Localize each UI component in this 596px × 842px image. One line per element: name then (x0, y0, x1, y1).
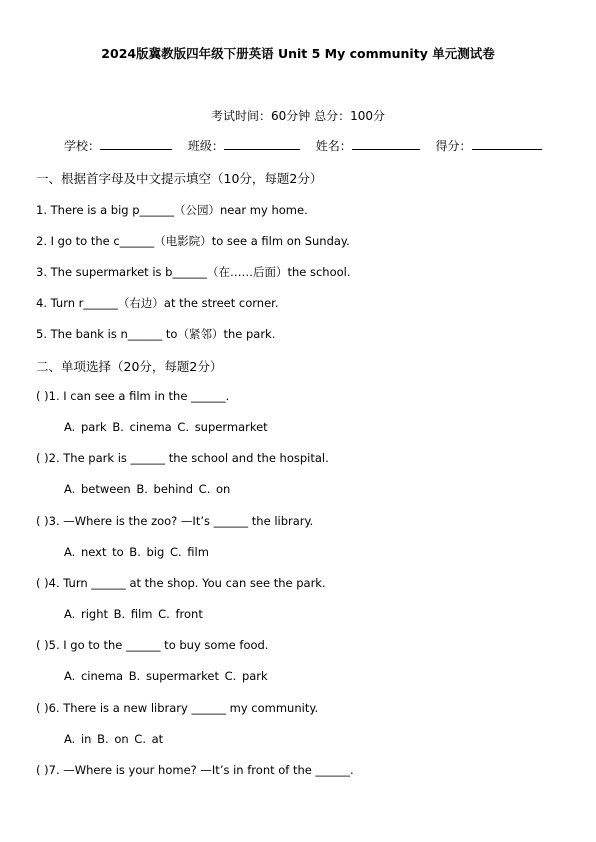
choice-question-3: ( )3. —Where is the zoo? —It’s ______ the library. (36, 514, 314, 528)
choice-question-5: ( )5. I go to the ______ to buy some food. (36, 638, 269, 652)
choice-question-4: ( )4. Turn ______ at the shop. You can see the park. (36, 576, 326, 590)
name-label: 姓名： (315, 139, 352, 153)
page-title: 2024版冀教版四年级下册英语 Unit 5 My community 单元测试卷 (101, 46, 495, 61)
choice-options-4: A. right B. film C. front (64, 607, 203, 621)
school-blank (100, 137, 172, 150)
fill-item-4: 4. Turn r______（右边）at the street corner. (36, 296, 279, 310)
choice-options-5: A. cinema B. supermarket C. park (64, 669, 268, 683)
choice-question-2: ( )2. The park is ______ the school and the hospital. (36, 451, 329, 465)
class-blank (224, 137, 300, 150)
exam-meta: 考试时间：60分钟 总分：100分 (211, 109, 385, 123)
section1-heading: 一、根据首字母及中文提示填空（10分，每题2分） (36, 171, 323, 186)
choice-options-2: A. between B. behind C. on (64, 482, 231, 496)
student-info-row (64, 137, 554, 154)
choice-question-7: ( )7. —Where is your home? —It’s in front of the ______. (36, 763, 354, 777)
score-blank (472, 137, 542, 150)
choice-options-1: A. park B. cinema C. supermarket (64, 420, 268, 434)
fill-item-5: 5. The bank is n______ to（紧邻）the park. (36, 327, 276, 341)
school-label: 学校： (64, 139, 101, 153)
choice-question-6: ( )6. There is a new library ______ my community. (36, 701, 319, 715)
score-label: 得分： (435, 139, 472, 153)
choice-options-3: A. next to B. big C. film (64, 545, 209, 559)
class-label: 班级： (187, 139, 224, 153)
section2-heading: 二、单项选择（20分，每题2分） (36, 359, 223, 374)
fill-item-1: 1. There is a big p______（公园）near my home. (36, 203, 308, 217)
choice-question-1: ( )1. I can see a film in the ______. (36, 389, 230, 403)
name-blank (352, 137, 420, 150)
choice-options-6: A. in B. on C. at (64, 732, 164, 746)
fill-item-2: 2. I go to the c______（电影院）to see a film on Sunday. (36, 234, 350, 248)
fill-item-3: 3. The supermarket is b______（在……后面）the school. (36, 265, 351, 279)
